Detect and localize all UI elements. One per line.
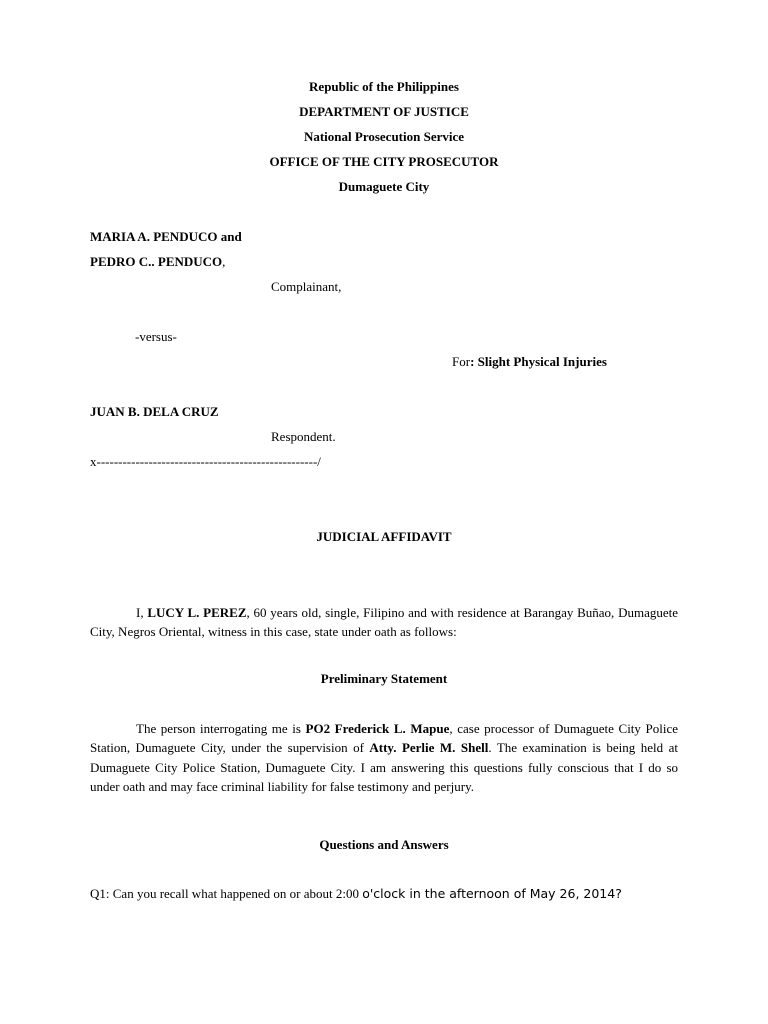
question-1-lead: Q1: Can you recall what happened on or about 2:00 bbox=[90, 886, 363, 901]
complainant-name-1: MARIA A. PENDUCO and bbox=[90, 229, 242, 244]
intro-part-1: I, bbox=[136, 605, 148, 620]
preliminary-paragraph bbox=[90, 719, 678, 797]
intro-part-2: , 60 years old, single, Filipino and with residence at Barangay Buñao, Dumaguete City, Negros Oriental, witness in this case, state under oath as follows: bbox=[90, 605, 678, 640]
versus-label: -versus- bbox=[135, 329, 177, 344]
supervisor-name: Atty. Perlie M. Shell bbox=[369, 740, 489, 756]
question-1-rest: o'clock in the afternoon of May 26, 2014? bbox=[362, 886, 622, 901]
respondent-label: Respondent. bbox=[271, 429, 336, 444]
offense-name: : Slight Physical Injuries bbox=[470, 354, 607, 369]
affiant-name: LUCY L. PEREZ bbox=[147, 605, 247, 620]
preliminary-part-3: . The examination is being held at Dumaguete City Police Station, Dumaguete City. I am answering this questions fully conscious that I do so under oath and may face criminal liability for false testimony and perjury. bbox=[90, 740, 678, 795]
respondent-name: JUAN B. DELA CRUZ bbox=[90, 404, 219, 419]
header-city: Dumaguete City bbox=[338, 179, 430, 194]
complainant-name-2: PEDRO C.. PENDUCO bbox=[90, 254, 223, 269]
complainant-label: Complainant, bbox=[271, 279, 342, 294]
question-1 bbox=[90, 886, 622, 902]
preliminary-heading: Preliminary Statement bbox=[320, 671, 448, 686]
header-office: OFFICE OF THE CITY PROSECUTOR bbox=[269, 154, 499, 169]
document-title: JUDICIAL AFFIDAVIT bbox=[316, 529, 452, 544]
header-service: National Prosecution Service bbox=[303, 129, 465, 144]
qa-heading: Questions and Answers bbox=[319, 837, 449, 852]
for-label: For bbox=[452, 354, 471, 369]
complainant-name-2-suffix: , bbox=[222, 254, 226, 269]
header-department: DEPARTMENT OF JUSTICE bbox=[299, 104, 469, 119]
caption-separator: x---------------------------------------------------/ bbox=[90, 454, 321, 469]
offense-line bbox=[452, 354, 607, 370]
preliminary-part-1: The person interrogating me is bbox=[136, 721, 306, 736]
complainant-name-2-line bbox=[90, 254, 225, 270]
interrogator-name: PO2 Frederick L. Mapue bbox=[305, 721, 450, 736]
intro-paragraph bbox=[90, 603, 678, 642]
header-republic: Republic of the Philippines bbox=[309, 79, 459, 94]
preliminary-part-2: , case processor of Dumaguete City Police Station, Dumaguete City, under the supervision of bbox=[90, 721, 678, 756]
